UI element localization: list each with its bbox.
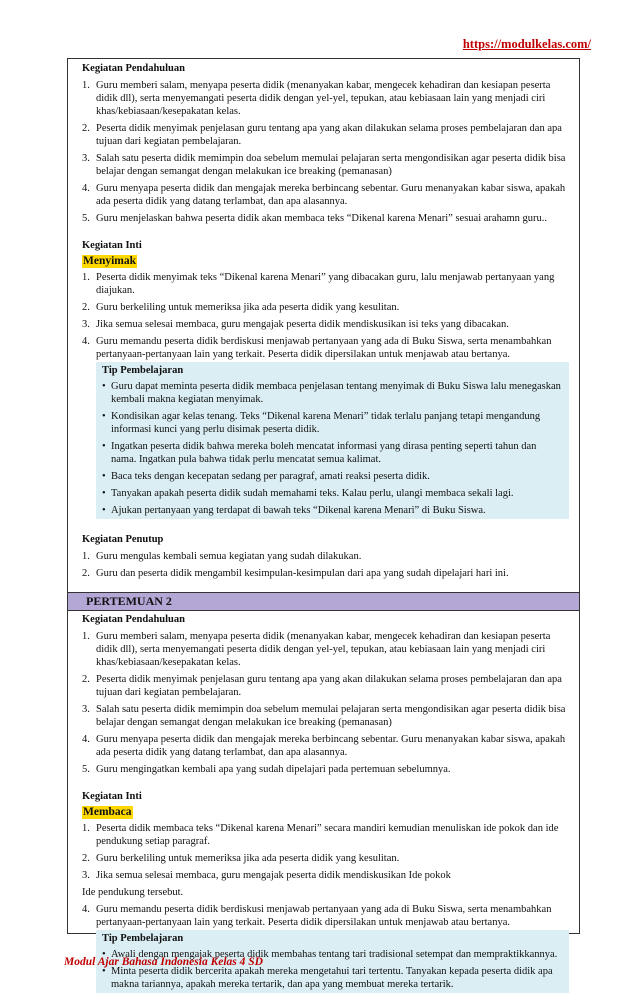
list-item: 3. Salah satu peserta didik memimpin doa sebelum memulai pelajaran serta mengondisikan agar peserta didik bisa belajar dengan semangat dengan melakukan ice breaking (pemanasan) [82,704,566,728]
website-url[interactable]: https://modulkelas.com/ [462,37,591,51]
numbered-list [82,79,569,225]
list-item: 1. Guru memberi salam, menyapa peserta didik (menanyakan kabar, mengecek kehadiran dan kesiapan peserta didik dll), serta menyemangati peserta didik dengan yel-yel, tepukan, atau kebiasaan lain yang menjadi ciri khas/kebiasaan/kesepakatan kelas. [82,631,551,668]
list-item: 1. Peserta didik menyimak teks “Dikenal karena Menari” yang dibacakan guru, lalu menjawab pertanyaan yang diajukan. [82,272,555,296]
list-item: 1. Peserta didik membaca teks “Dikenal karena Menari” secara mandiri kemudian menuliskan ide pokok dan ide pendukung setiap paragraf. [82,823,559,847]
section-heading: Kegiatan Inti [82,240,142,251]
tip-title: Tip Pembelajaran [102,365,184,376]
tip-bullet: • Awali dengan mengajak peserta didik membahas tentang tari tradisional setempat dan mempraktikkannya. [102,948,563,961]
list-item: 1. Guru memberi salam, menyapa peserta didik (menanyakan kabar, mengecek kehadiran dan kesiapan peserta didik dll), serta menyemangati peserta didik dengan yel-yel, tepukan, atau kebiasaan lain yang menjadi ciri khas/kebiasaan/kesepakatan kelas. [82,80,551,117]
list-item: 2. Peserta didik menyimak penjelasan guru tentang apa yang akan dilakukan selama proses pembelajaran dan apa tujuan dari kegiatan pembelajaran. [82,123,562,147]
list-item: 3. Jika semua selesai membaca, guru mengajak peserta didik mendiskusikan Ide pokok [82,870,451,881]
list-item: 3. Jika semua selesai membaca, guru mengajak peserta didik mendiskusikan isi teks yang dibacakan. [82,319,509,330]
tip-bullet: • Tanyakan apakah peserta didik sudah memahami teks. Kalau perlu, ulangi membaca sekali lagi. [102,487,563,500]
list-item: 5. Guru menjelaskan bahwa peserta didik akan membaca teks “Dikenal karena Menari” sesuai arahamn guru.. [82,213,548,224]
tip-bullet: • Guru dapat meminta peserta didik membaca penjelasan tentang menyimak di Buku Siswa lalu menegaskan kembali makna kegiatan menyimak. [102,380,563,406]
list-item: 2. Guru dan peserta didik mengambil kesimpulan-kesimpulan dari apa yang sudah dipelajari hari ini. [82,568,509,579]
p2-pendahuluan [68,611,579,776]
tip-bullet: • Minta peserta didik bercerita apakah mereka mengetahui tari tertentu. Tanyakan kepada peserta didik apa makna tariannya, apakah mereka tertarik, dan apa yang membuat mereka tertarik. [102,965,563,991]
highlight-label: Menyimak [83,255,137,267]
numbered-list [82,822,569,882]
meeting-header-bar: PERTEMUAN 2 [68,592,579,611]
list-item: 2. Guru berkeliling untuk memeriksa jika ada peserta didik yang kesulitan. [82,853,400,864]
list-item: 3. Salah satu peserta didik memimpin doa sebelum memulai pelajaran serta mengondisikan agar peserta didik bisa belajar dengan semangat dengan melakukan ice breaking (pemanasan) [82,153,566,177]
list-item: 4. Guru menyapa peserta didik dan mengajak mereka berbincang sebentar. Guru menanyakan kabar siswa, apakah ada peserta didik yang datang terlambat, dan apa alasannya. [82,734,566,758]
list-item: 1. Guru mengulas kembali semua kegiatan yang sudah dilakukan. [82,551,362,562]
p1-penutup [68,519,579,580]
p1-pendahuluan [68,59,579,225]
plain-line: Ide pendukung tersebut. [82,887,184,898]
tip-box [96,362,569,519]
p1-inti [68,229,579,519]
highlight-label: Membaca [83,806,132,818]
numbered-list [82,271,569,361]
numbered-list [82,630,569,776]
list-item: 2. Peserta didik menyimak penjelasan guru tentang apa yang akan dilakukan selama proses pembelajaran dan apa tujuan dari kegiatan pembelajaran. [82,674,562,698]
tip-title: Tip Pembelajaran [102,933,184,944]
section-heading: Kegiatan Inti [82,791,142,802]
tip-bullet: • Baca teks dengan kecepatan sedang per paragraf, amati reaksi peserta didik. [102,470,563,483]
tip-bullet: • Ingatkan peserta didik bahwa mereka boleh mencatat informasi yang dirasa penting seperti tahun dan nama. Ingatkan pula bahwa tidak perlu mencatat semua kalimat. [102,440,563,466]
numbered-list [82,903,569,929]
section-heading: Kegiatan Pendahuluan [82,614,185,625]
list-item: 4. Guru memandu peserta didik berdiskusi menjawab pertanyaan yang ada di Buku Siswa, serta menambahkan pertanyaan-pertanyaan lain yang terkait. Peserta didik dipersilakan untuk menjawab atau bertanya. [82,904,552,928]
footer-text: Modul Ajar Bahasa Indonesia Kelas 4 SD [64,956,263,968]
section-heading: Kegiatan Penutup [82,534,164,545]
tip-bullet: • Ajukan pertanyaan yang terdapat di bawah teks “Dikenal karena Menari” di Buku Siswa. [102,504,563,517]
numbered-list [82,550,569,580]
list-item: 4. Guru menyapa peserta didik dan mengajak mereka berbincang sebentar. Guru menanyakan kabar siswa, apakah ada peserta didik yang datang terlambat, dan apa alasannya. [82,183,566,207]
list-item: 2. Guru berkeliling untuk memeriksa jika ada peserta didik yang kesulitan. [82,302,400,313]
section-heading: Kegiatan Pendahuluan [82,63,185,74]
tip-bullet: • Kondisikan agar kelas tenang. Teks “Dikenal karena Menari” tidak terlalu panjang tetapi mengandung informasi kunci yang perlu disimak peserta didik. [102,410,563,436]
list-item: 4. Guru memandu peserta didik berdiskusi menjawab pertanyaan yang ada di Buku Siswa, serta menambahkan pertanyaan-pertanyaan lain yang terkait. Peserta didik dipersilakan untuk menjawab atau bertanya. [82,336,552,360]
list-item: 5. Guru mengingatkan kembali apa yang sudah dipelajari pada pertemuan sebelumnya. [82,764,451,775]
